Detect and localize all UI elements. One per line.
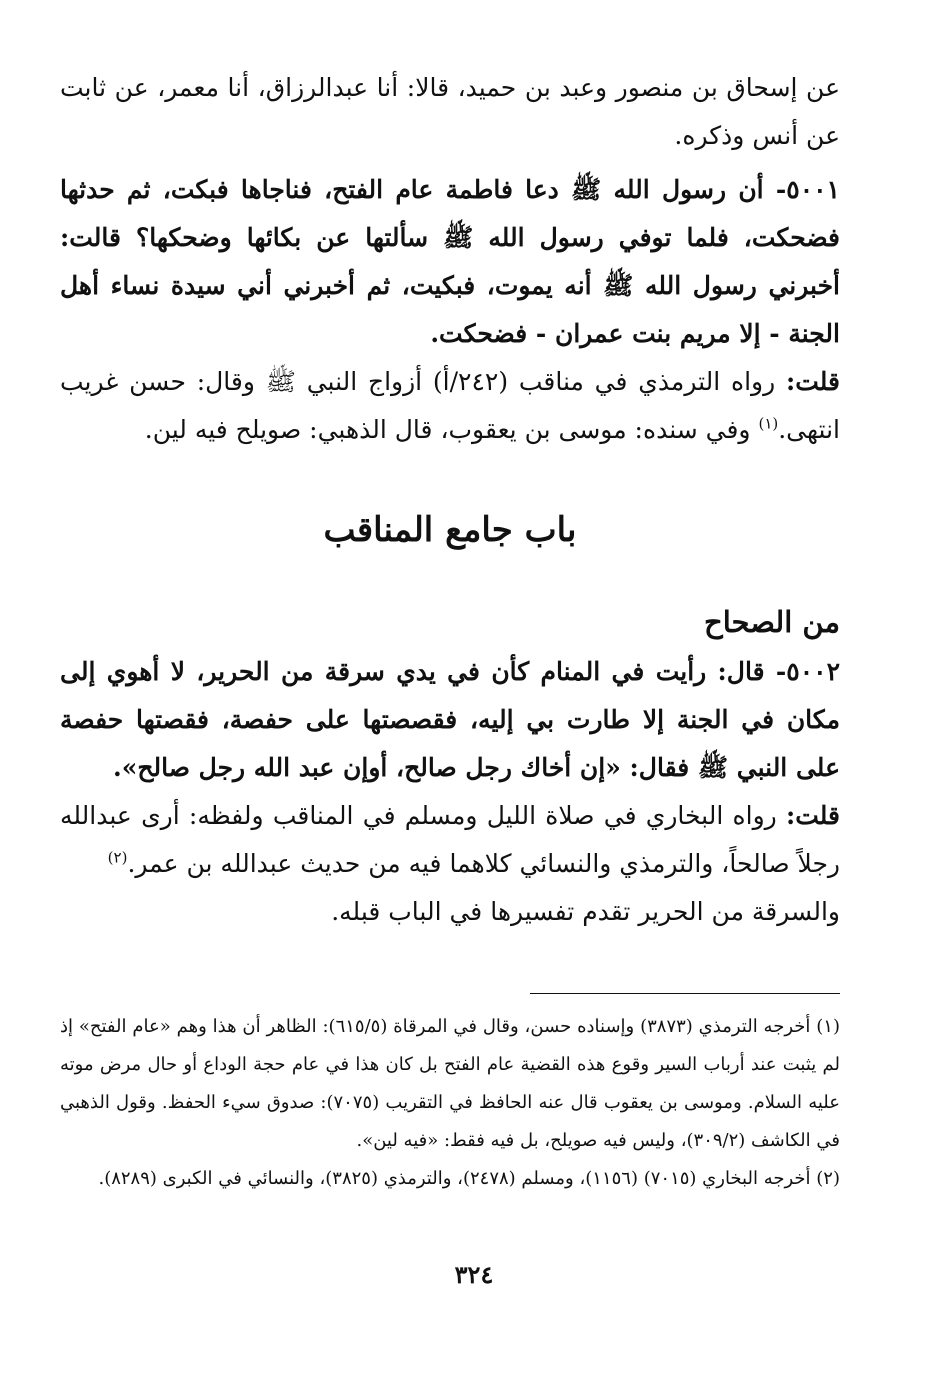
- isnad-paragraph: [60, 64, 840, 160]
- footnote-ref-2[interactable]: (٢): [107, 848, 128, 867]
- note-label: قلت:: [785, 801, 840, 830]
- footnote-divider: [530, 993, 840, 994]
- hadith-text: قال: رأيت في المنام كأن في يدي سرقة من الحرير، لا أهوي إلى مكان في الجنة إلا طارت بي إليه، فقصصتها على حفصة، فقصتها حفصة على النبي ﷺ فقال: «إن أخاك رجل صالح، أوإن عبد الله رجل صالح».: [60, 657, 840, 782]
- footnote-ref-1[interactable]: (١): [758, 414, 779, 433]
- hadith-number: ٥٠٠٢-: [775, 657, 840, 686]
- hadith-5001: [60, 166, 840, 358]
- page-number: ٣٢٤: [454, 1260, 494, 1289]
- hadith-number: ٥٠٠١-: [775, 175, 840, 204]
- note-text: والسرقة من الحرير تقدم تفسيرها في الباب قبله.: [331, 897, 840, 926]
- main-text: [60, 64, 840, 936]
- footnote-1: [60, 1008, 840, 1160]
- note-text: رواه الترمذي في مناقب (٢٤٢/أ) أزواج النبي ﷺ وقال: حسن غريب انتهى.: [60, 367, 840, 444]
- note-5002: [60, 792, 840, 888]
- chapter-heading: باب جامع المناقب: [323, 510, 577, 550]
- isnad-text: عن إسحاق بن منصور وعبد بن حميد، قالا: أنا عبدالرزاق، أنا معمر، عن ثابت عن أنس وذكره.: [60, 73, 840, 150]
- note-text-continued: وفي سنده: موسى بن يعقوب، قال الذهبي: صويلح فيه لين.: [144, 415, 751, 444]
- note-label: قلت:: [785, 367, 840, 396]
- note-5002-line2: [60, 888, 840, 936]
- note-5001: [60, 358, 840, 454]
- footnote-number: (١): [816, 1016, 840, 1037]
- footnote-2: [60, 1160, 840, 1198]
- hadith-5002: [60, 648, 840, 792]
- footnote-number: (٢): [816, 1168, 840, 1189]
- section-heading: من الصحاح: [703, 605, 840, 639]
- footnote-text: أخرجه البخاري (٧٠١٥) (١١٥٦)، ومسلم (٢٤٧٨)، والترمذي (٣٨٢٥)، والنسائي في الكبرى (٨٢٨٩).: [98, 1168, 811, 1189]
- footnote-text: أخرجه الترمذي (٣٨٧٣) وإسناده حسن، وقال في المرقاة (٦١٥/٥): الظاهر أن هذا وهم «عام الفتح» إذ لم يثبت عند أرباب السير وقوع هذه القضية عام الفتح بل كان هذا في عام حجة الوداع أو حال مرض موته عليه السلام. وموسى بن يعقوب قال عنه الحافظ في التقريب (٧٠٧٥): صدوق سيء الحفظ. وقول الذهبي في الكاشف (٣٠٩/٢)، وليس فيه صويلح، بل فيه فقط: «فيه لين».: [60, 1016, 840, 1151]
- note-text: رواه البخاري في صلاة الليل ومسلم في المناقب ولفظه: أرى عبدالله رجلاً صالحاً، والترمذي والنسائي كلاهما فيه من حديث عبدالله بن عمر.: [60, 801, 840, 878]
- footnotes: [60, 1008, 840, 1198]
- hadith-text: أن رسول الله ﷺ دعا فاطمة عام الفتح، فناجاها فبكت، ثم حدثها فضحكت، فلما توفي رسول الله ﷺ سألتها عن بكائها وضحكها؟ قالت: أخبرني رسول الله ﷺ أنه يموت، فبكيت، ثم أخبرني أني سيدة نساء أهل الجنة - إلا مريم بنت عمران - فضحكت.: [60, 175, 840, 348]
